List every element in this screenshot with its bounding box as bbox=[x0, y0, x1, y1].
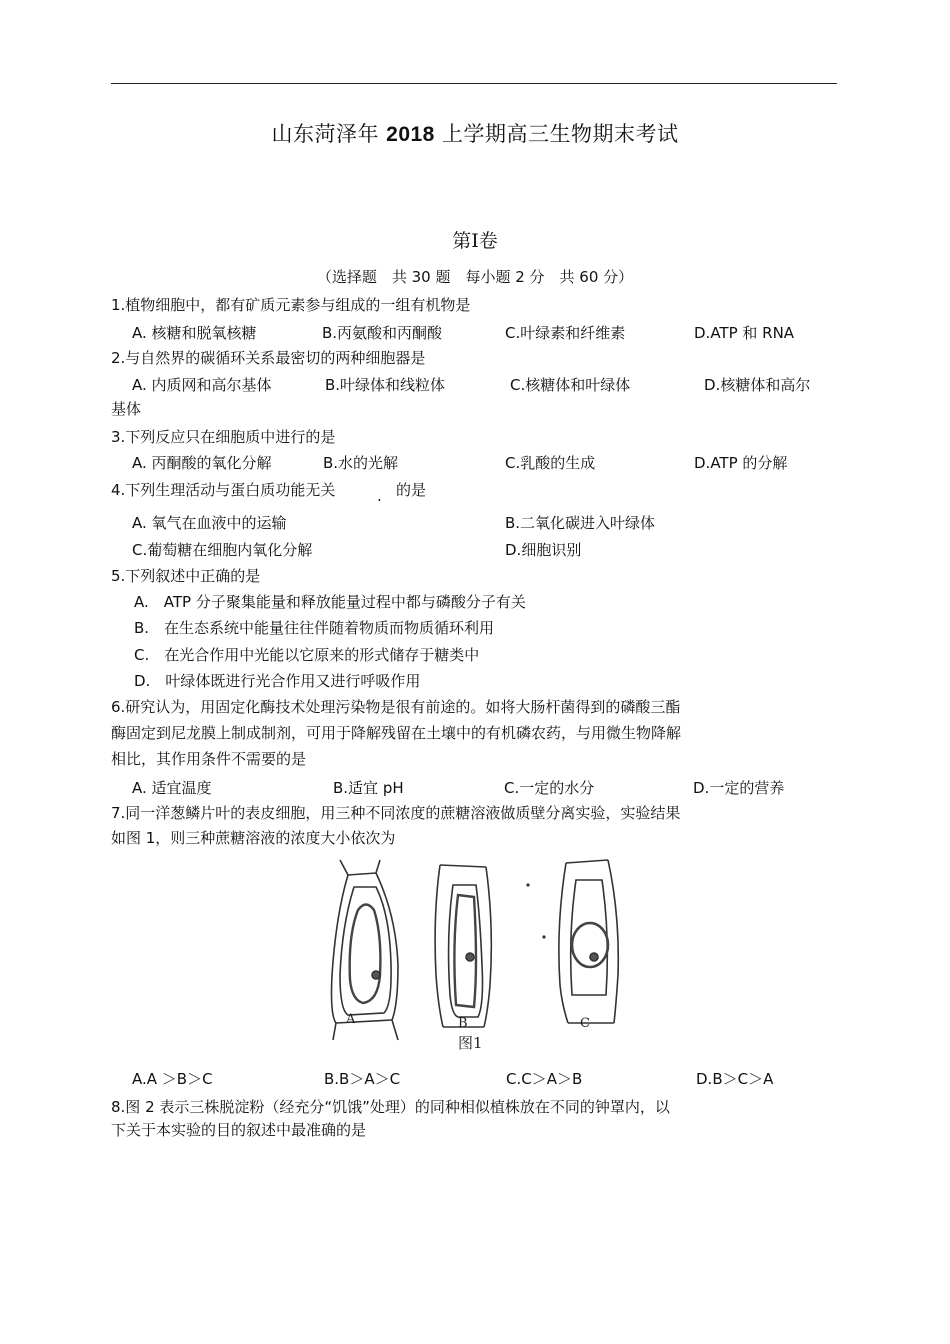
question-6-stem-line1: 6.研究认为，用固定化酶技术处理污染物是很有前途的。如将大肠杆菌得到的磷酸三酯 bbox=[111, 698, 681, 716]
emphasis-dot: . bbox=[377, 487, 382, 505]
question-6-stem-line2: 酶固定到尼龙膜上制成制剂，可用于降解残留在土壤中的有机磷农药，与用微生物降解 bbox=[111, 724, 682, 742]
question-3-stem: 3.下列反应只在细胞质中进行的是 bbox=[111, 428, 336, 446]
q2-option-a: A. 内质网和高尔基体 bbox=[132, 376, 272, 394]
q6-option-d: D.一定的营养 bbox=[693, 779, 785, 797]
q5-option-d: D. 叶绿体既进行光合作用又进行呼吸作用 bbox=[134, 672, 421, 690]
q5-option-a: A. ATP 分子聚集能量和释放能量过程中都与磷酸分子有关 bbox=[134, 593, 526, 611]
q7-option-d: D.B＞C＞A bbox=[696, 1070, 774, 1088]
q2-option-d: D.核糖体和高尔 bbox=[704, 376, 811, 394]
q5-option-c: C. 在光合作用中光能以它原来的形式储存于糖类中 bbox=[134, 646, 480, 664]
q4-option-d: D.细胞识别 bbox=[505, 541, 582, 559]
question-5-stem: 5.下列叙述中正确的是 bbox=[111, 567, 261, 585]
q4-option-a: A. 氧气在血液中的运输 bbox=[132, 514, 287, 532]
cell-b bbox=[435, 865, 491, 1027]
cell-c bbox=[559, 860, 618, 1023]
figure-1-cells bbox=[318, 855, 638, 1055]
q3-option-c: C.乳酸的生成 bbox=[505, 454, 596, 472]
q1-option-c: C.叶绿素和纤维素 bbox=[505, 324, 626, 342]
q7-option-a: A.A ＞B＞C bbox=[132, 1070, 213, 1088]
figure-label-b: B bbox=[458, 1016, 468, 1031]
figure-label-a: A bbox=[346, 1012, 356, 1027]
question-2-stem: 2.与自然界的碳循环关系最密切的两种细胞器是 bbox=[111, 349, 426, 367]
q1-option-d: D.ATP 和 RNA bbox=[694, 324, 795, 342]
question-8-stem-line1: 8.图 2 表示三株脱淀粉（经充分“饥饿”处理）的同种相似植株放在不同的钟罩内，以 bbox=[111, 1098, 670, 1116]
q7-option-b: B.B＞A＞C bbox=[324, 1070, 401, 1088]
section-heading: 第Ⅰ卷 bbox=[452, 230, 498, 252]
cell-a bbox=[332, 860, 399, 1040]
question-1-stem: 1.植物细胞中，都有矿质元素参与组成的一组有机物是 bbox=[111, 296, 471, 314]
q1-option-b: B.丙氨酸和丙酮酸 bbox=[322, 324, 443, 342]
q2-option-c: C.核糖体和叶绿体 bbox=[510, 376, 631, 394]
question-7-stem-line1: 7.同一洋葱鳞片叶的表皮细胞，用三种不同浓度的蔗糖溶液做质壁分离实验，实验结果 bbox=[111, 804, 681, 822]
q6-option-a: A. 适宜温度 bbox=[132, 779, 212, 797]
question-8-stem-line2: 下关于本实验的目的叙述中最准确的是 bbox=[111, 1121, 367, 1139]
q7-option-c: C.C＞A＞B bbox=[506, 1070, 583, 1088]
q4-option-b: B.二氧化碳进入叶绿体 bbox=[505, 514, 656, 532]
q5-option-b: B. 在生态系统中能量往往伴随着物质而物质循环利用 bbox=[134, 619, 495, 637]
question-6-stem-line3: 相比，其作用条件不需要的是 bbox=[111, 750, 307, 768]
page-title: 山东菏泽年 2018 上学期高三生物期末考试 bbox=[271, 122, 679, 146]
q3-option-b: B.水的光解 bbox=[323, 454, 399, 472]
q6-option-c: C.一定的水分 bbox=[504, 779, 595, 797]
figure-caption: 图1 bbox=[458, 1034, 483, 1052]
q4-option-c: C.葡萄糖在细胞内氧化分解 bbox=[132, 541, 313, 559]
q3-option-a: A. 丙酮酸的氧化分解 bbox=[132, 454, 272, 472]
q1-option-a: A. 核糖和脱氧核糖 bbox=[132, 324, 257, 342]
top-rule bbox=[111, 83, 837, 84]
q3-option-d: D.ATP 的分解 bbox=[694, 454, 788, 472]
q2-option-b: B.叶绿体和线粒体 bbox=[325, 376, 446, 394]
q6-option-b: B.适宜 pH bbox=[333, 779, 404, 797]
question-7-stem-line2: 如图 1，则三种蔗糖溶液的浓度大小依次为 bbox=[111, 829, 396, 847]
q2-option-d-wrap: 基体 bbox=[111, 400, 142, 418]
question-4-stem: 4.下列生理活动与蛋白质功能无关 bbox=[111, 481, 336, 499]
question-4-stem-end: 的是 bbox=[396, 481, 427, 499]
section-subtitle: （选择题 共 30 题 每小题 2 分 共 60 分） bbox=[316, 268, 634, 286]
figure-label-c: C bbox=[580, 1016, 590, 1031]
